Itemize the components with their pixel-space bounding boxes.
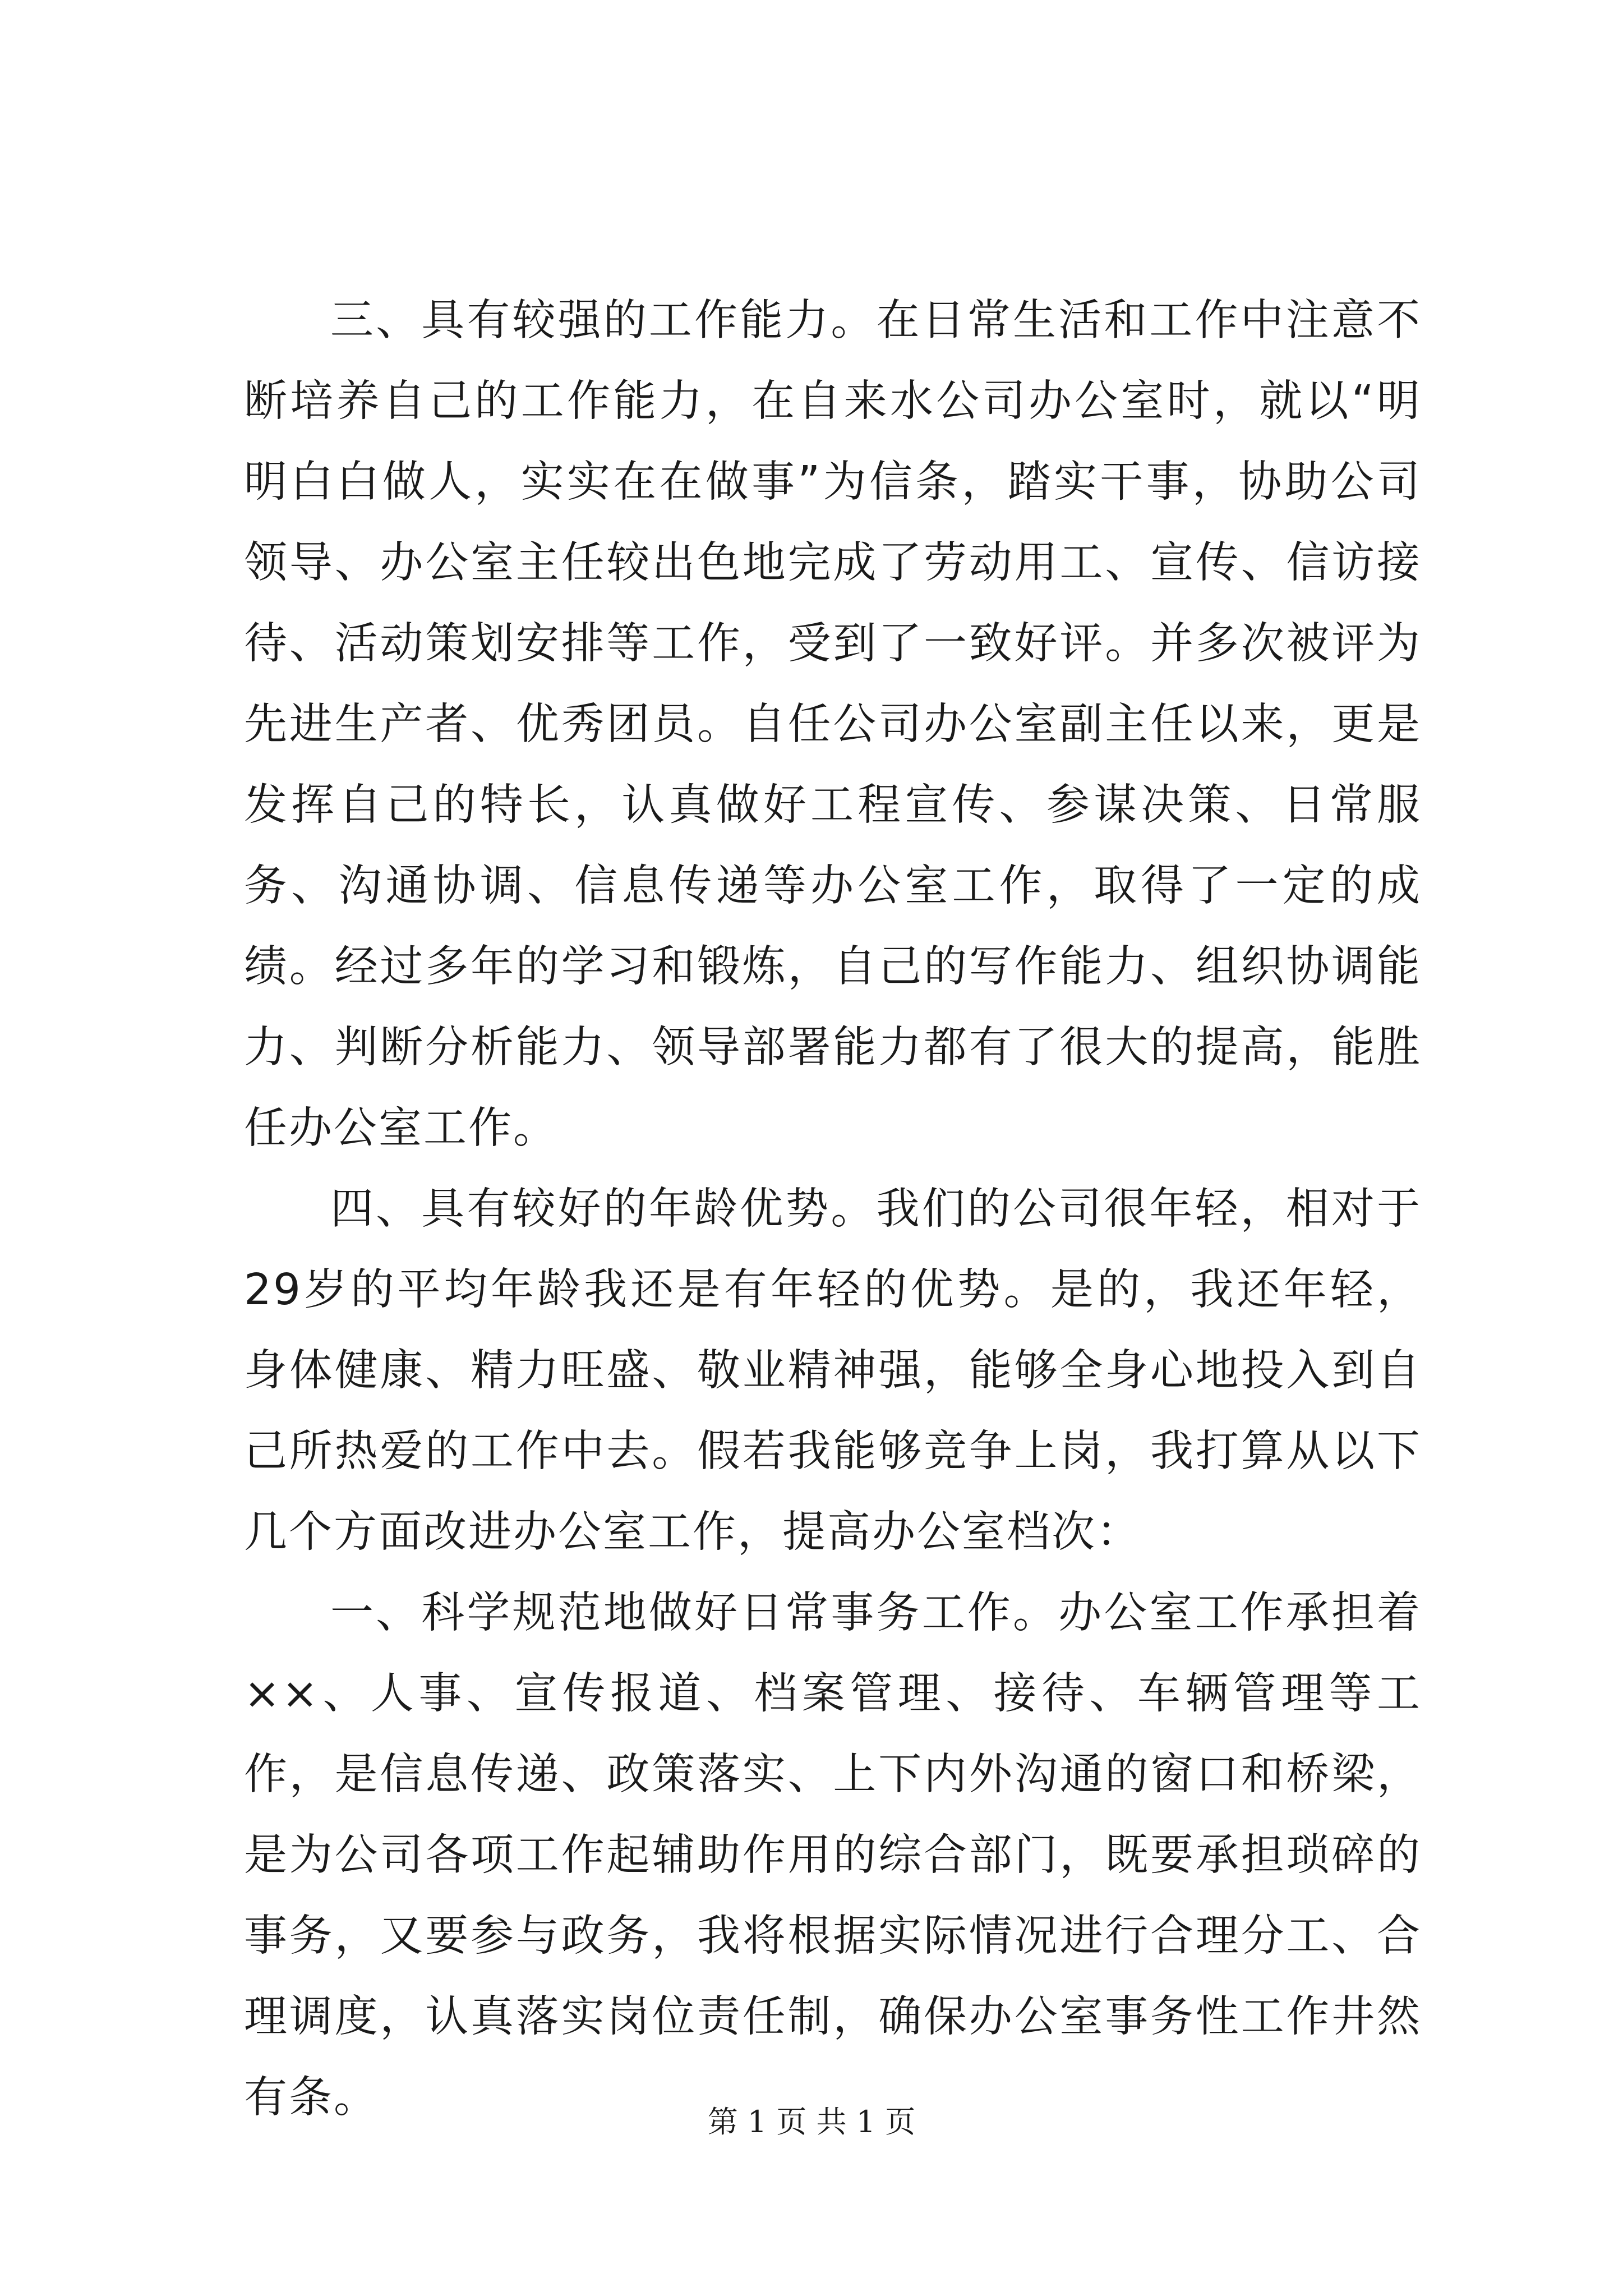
paragraph-work-ability: 三、具有较强的工作能力。在日常生活和工作中注意不断培养自己的工作能力，在自来水公司办公室时，就以“明明白白做人，实实在在做事”为信条，踏实干事，协助公司领导、办公室主任较出色地完成了劳动用工、宣传、信访接待、活动策划安排等工作，受到了一致好评。并多次被评为先进生产者、优秀团员。自任公司办公室副主任以来，更是发挥自己的特长，认真做好工程宣传、参谋决策、日常服务、沟通协调、信息传递等办公室工作，取得了一定的成绩。经过多年的学习和锻炼，自己的写作能力、组织协调能力、判断分析能力、领导部署能力都有了很大的提高，能胜任办公室工作。 [244, 296, 1422, 1153]
paragraph-daily-affairs: 一、科学规范地做好日常事务工作。办公室工作承担着××、人事、宣传报道、档案管理、接待、车辆管理等工作，是信息传递、政策落实、上下内外沟通的窗口和桥梁，是为公司各项工作起辅助作用的综合部门，既要承担琐碎的事务，又要参与政务，我将根据实际情况进行合理分工、合理调度，认真落实岗位责任制，确保办公室事务性工作井然有条。 [244, 1588, 1422, 2123]
page-footer: 第 1 页 共 1 页 [707, 2104, 916, 2139]
document-body [244, 280, 1422, 2138]
paragraph-age-advantage: 四、具有较好的年龄优势。我们的公司很年轻，相对于29岁的平均年龄我还是有年轻的优势。是的，我还年轻，身体健康、精力旺盛、敬业精神强，能够全身心地投入到自己所热爱的工作中去。假若我能够竞争上岗，我打算从以下几个方面改进办公室工作，提高办公室档次： [244, 1184, 1422, 1557]
